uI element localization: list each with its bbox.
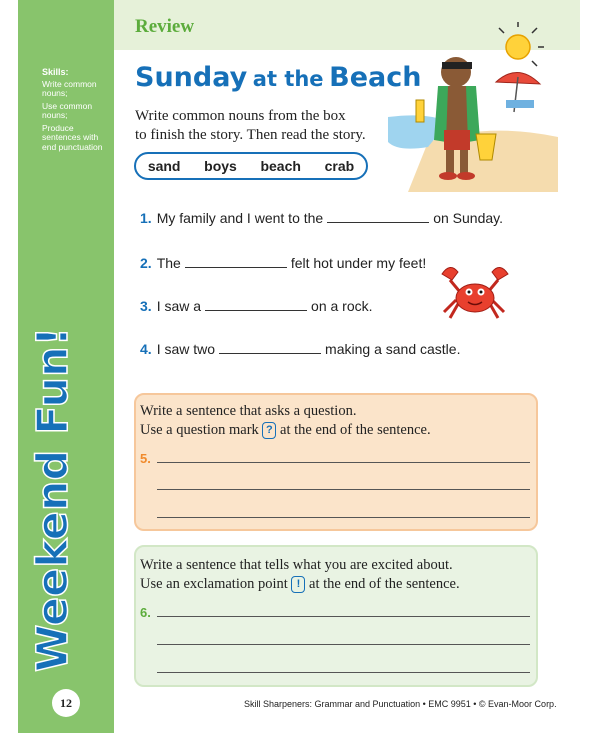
footer-credit: Skill Sharpeners: Grammar and Punctuation • EMC 9951 • © Evan-Moor Corp.	[244, 699, 557, 709]
task5-line2-after: at the end of the sentence.	[280, 422, 431, 438]
answer-blank[interactable]	[327, 210, 429, 223]
bucket-icon	[476, 134, 496, 160]
word-box	[134, 152, 368, 180]
sun-icon	[506, 35, 530, 59]
task6-line2-before: Use an exclamation point	[140, 576, 288, 592]
task5-line2	[140, 421, 431, 440]
writing-line[interactable]	[157, 462, 530, 463]
writing-line[interactable]	[157, 616, 530, 617]
title-word-beach: Beach	[329, 62, 422, 93]
instructions	[135, 107, 395, 145]
answer-blank[interactable]	[205, 298, 307, 311]
instructions-line: Write common nouns from the box	[135, 108, 346, 124]
section-title: Review	[135, 16, 195, 37]
writing-line[interactable]	[157, 489, 530, 490]
question-text: The	[156, 255, 181, 271]
question-text: My family and I went to the	[156, 210, 324, 226]
question-3	[140, 298, 373, 314]
exclamation-point-icon: !	[291, 576, 305, 593]
question-4	[140, 341, 460, 357]
writing-line[interactable]	[157, 644, 530, 645]
question-number: 4.	[140, 341, 152, 357]
title-word-at-the: at the	[252, 67, 324, 91]
question-1	[140, 210, 503, 226]
page-number: 12	[52, 689, 80, 717]
skill-item: Use common nouns;	[42, 100, 93, 120]
writing-line[interactable]	[157, 672, 530, 673]
page-title	[135, 62, 421, 93]
title-word-sunday: Sunday	[135, 62, 248, 93]
question-text: I saw a	[156, 298, 202, 314]
skill-item: Produce sentences with end punctuation	[42, 122, 103, 152]
question-number: 3.	[140, 298, 152, 314]
skills-list	[42, 68, 114, 155]
task6-line1: Write a sentence that tells what you are excited about.	[140, 557, 453, 573]
task5-number: 5.	[140, 451, 151, 466]
task5-line2-before: Use a question mark	[140, 422, 259, 438]
answer-blank[interactable]	[219, 341, 321, 354]
task5-line1: Write a sentence that asks a question.	[140, 403, 357, 419]
instructions-line: to finish the story. Then read the story.	[135, 127, 366, 143]
question-text: I saw two	[156, 341, 216, 357]
question-2	[140, 255, 426, 271]
task6-number: 6.	[140, 605, 151, 620]
skills-heading: Skills:	[42, 67, 69, 77]
question-text: on Sunday.	[433, 210, 504, 226]
word-box-item: crab	[324, 158, 355, 174]
question-number: 1.	[140, 210, 152, 226]
weekend-fun-banner: Weekend Fun!	[28, 326, 78, 672]
task6-instructions	[140, 556, 460, 594]
word-box-item: boys	[204, 158, 237, 174]
beach-boy-illustration	[388, 22, 558, 192]
question-number: 2.	[140, 255, 152, 271]
question-text: on a rock.	[311, 298, 373, 314]
task6-line2-after: at the end of the sentence.	[309, 576, 460, 592]
word-box-item: beach	[260, 158, 301, 174]
word-box-item: sand	[147, 158, 181, 174]
question-text: making a sand castle.	[325, 341, 461, 357]
task5-instructions	[140, 402, 431, 440]
skill-item: Write common nouns;	[42, 78, 97, 98]
task6-line2	[140, 575, 460, 594]
writing-line[interactable]	[157, 517, 530, 518]
crab-illustration	[438, 262, 512, 324]
question-text: felt hot under my feet!	[290, 255, 427, 271]
question-mark-icon: ?	[262, 422, 276, 439]
answer-blank[interactable]	[185, 255, 287, 268]
